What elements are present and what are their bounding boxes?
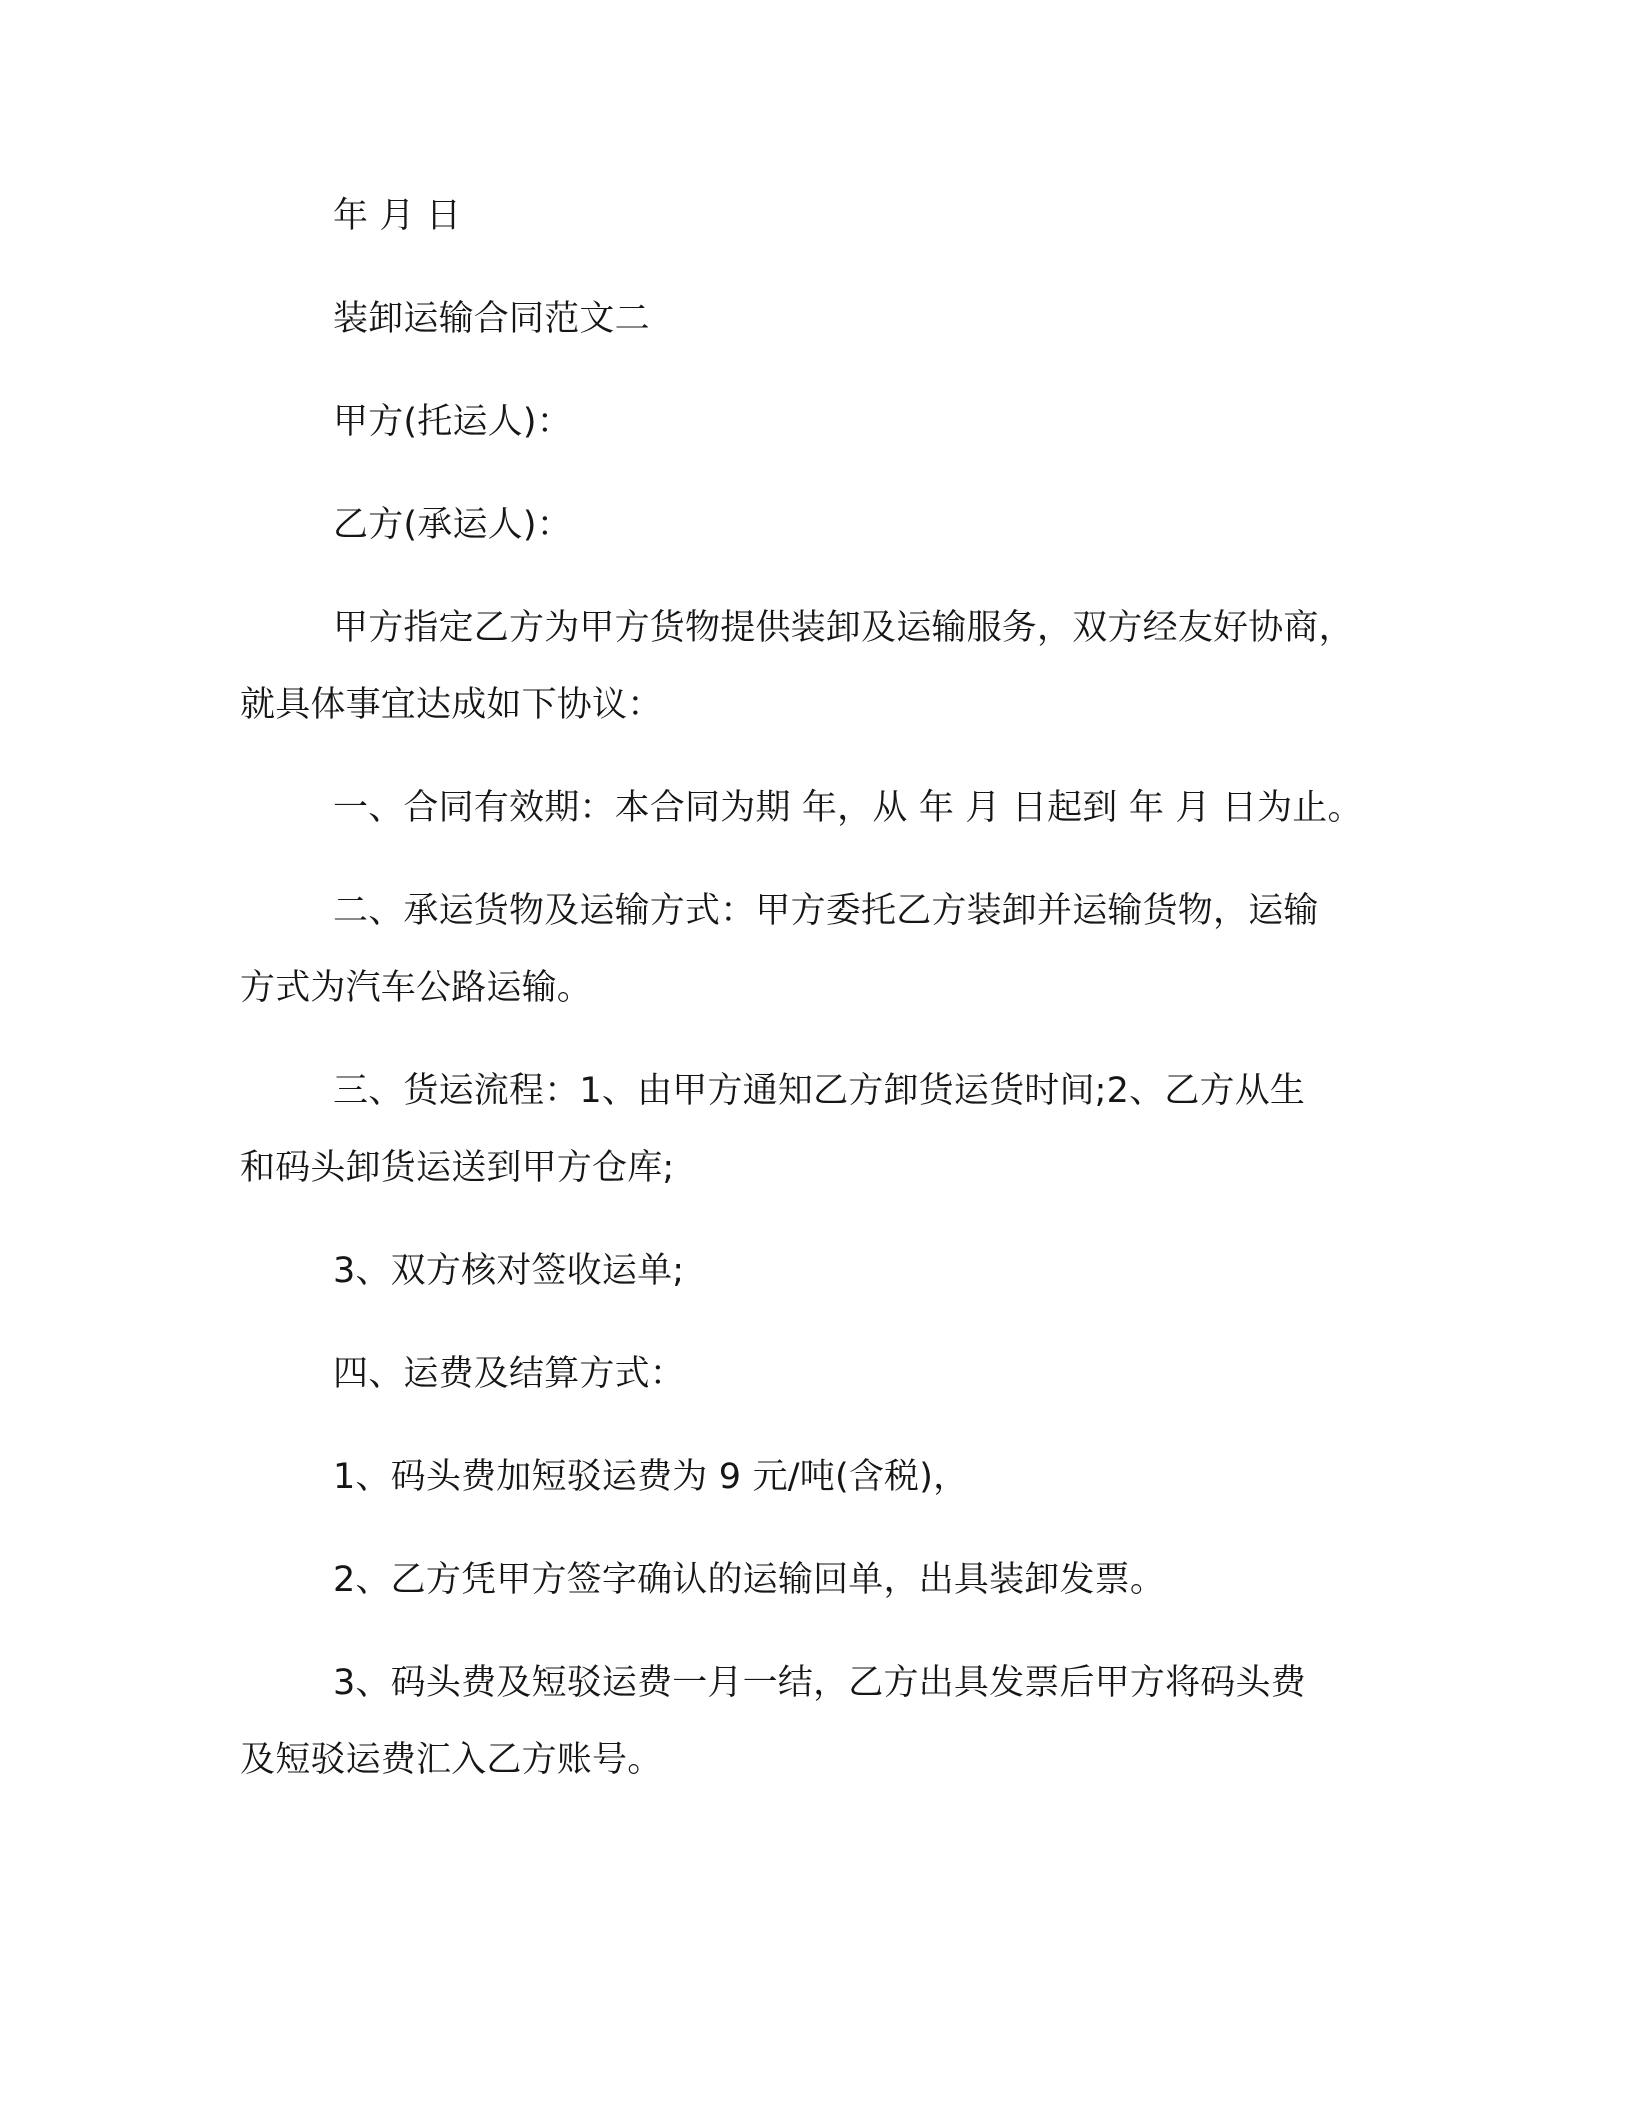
party-a-line bbox=[240, 384, 1440, 461]
paragraph-line: 就具体事宜达成如下协议： bbox=[240, 685, 663, 725]
paragraph-line: 1、码头费加短驳运费为 9 元/吨(含税)， bbox=[333, 1457, 969, 1497]
paragraph-line: 3、码头费及短驳运费一月一结，乙方出具发票后甲方将码头费 bbox=[333, 1663, 1306, 1703]
paragraph-line: 乙方(承运人)： bbox=[333, 505, 572, 545]
clause-4-item-1 bbox=[240, 1439, 1440, 1516]
date-line bbox=[240, 178, 1440, 255]
paragraph-line: 年 月 日 bbox=[333, 196, 462, 236]
paragraph-line: 一、合同有效期：本合同为期 年，从 年 月 日起到 年 月 日为止。 bbox=[333, 788, 1363, 828]
party-b-line bbox=[240, 487, 1440, 564]
clause-4-item-3 bbox=[240, 1645, 1440, 1799]
clause-3-step-3 bbox=[240, 1233, 1440, 1310]
paragraph-line: 甲方指定乙方为甲方货物提供装卸及运输服务，双方经友好协商， bbox=[333, 608, 1354, 648]
paragraph-line: 3、双方核对签收运单; bbox=[333, 1251, 685, 1291]
paragraph-line: 二、承运货物及运输方式：甲方委托乙方装卸并运输货物，运输 bbox=[333, 891, 1319, 931]
clause-4-heading bbox=[240, 1336, 1440, 1413]
paragraph-line: 及短驳运费汇入乙方账号。 bbox=[240, 1740, 663, 1780]
clause-2-transport-mode bbox=[240, 873, 1440, 1027]
paragraph-line: 甲方(托运人)： bbox=[333, 402, 572, 442]
paragraph-line: 装卸运输合同范文二 bbox=[333, 299, 650, 339]
clause-4-item-2 bbox=[240, 1542, 1440, 1619]
paragraph-line: 和码头卸货运送到甲方仓库; bbox=[240, 1148, 675, 1188]
document-title bbox=[240, 281, 1440, 358]
intro-paragraph bbox=[240, 590, 1440, 744]
clause-3-process bbox=[240, 1053, 1440, 1207]
paragraph-line: 2、乙方凭甲方签字确认的运输回单，出具装卸发票。 bbox=[333, 1560, 1166, 1600]
document-body bbox=[240, 178, 1440, 1825]
paragraph-line: 方式为汽车公路运输。 bbox=[240, 968, 593, 1008]
paragraph-line: 四、运费及结算方式： bbox=[333, 1354, 686, 1394]
clause-1-validity bbox=[240, 770, 1440, 847]
paragraph-line: 三、货运流程：1、由甲方通知乙方卸货运货时间;2、乙方从生 bbox=[333, 1071, 1306, 1111]
